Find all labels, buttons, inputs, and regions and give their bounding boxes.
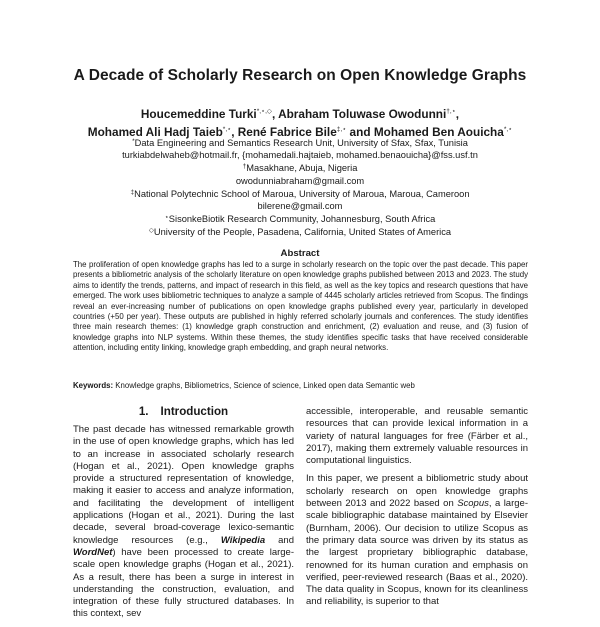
affiliation-line: ‡National Polytechnic School of Maroua, University of Maroua, Maroua, Cameroon <box>130 188 470 199</box>
affiliation-email: bilerene@gmail.com <box>257 201 343 212</box>
affiliation-email: turkiabdelwaheb@hotmail.fr, {mohamedali.hajtaieb, mohamed.benaouicha}@fss.usf.tn <box>122 150 478 161</box>
intro-paragraph: The past decade has witnessed remarkable growth in the use of open knowledge graphs, which has led to an increase in associated scholarly research (Hogan et al., 2021). Open knowledge graphs provide a structured representation of knowledge, making it easier to access and analyze information, and facilitating the development of intelligent applications (Hogan et al., 2021). During the last decade, several broad-coverage lexico-semantic knowledge resources (e.g., Wikipedia and WordNet) have been processed to create large-scale open knowledge graphs (Hogan et al., 2021). As a result, there has been a surge in interest in understanding the construction, evaluation, and integration of these fully structured databases. In this context, sev <box>73 424 294 620</box>
keywords-label: Keywords: <box>73 381 114 390</box>
intro-right-column <box>306 406 528 615</box>
affiliation-line: ⋆SisonkeBiotik Research Community, Johannesburg, South Africa <box>164 214 436 225</box>
affiliation-line: †Masakhane, Abuja, Nigeria <box>242 163 358 174</box>
intro-left-column <box>73 424 294 627</box>
author-3: Mohamed Ali Hadj Taieb*,⋆, <box>87 125 238 139</box>
author-5: Mohamed Ben Aouicha*,⋆ <box>373 125 513 139</box>
keywords <box>73 381 528 391</box>
intro-paragraph: In this paper, we present a bibliometric study about scholarly research on open knowledge graphs between 2013 and 2022 based on Scopus, a large-scale bibliographic database maintained by Elsevier (Burnham, 2006). Our decision to utilize Scopus as the primary data source was driven by its status as the largest proprietary bibliographic database, renowned for its human curation and emphasis on verified, peer-reviewed research (Baas et al., 2020). The data quality in Scopus, known for its cleanliness and reliability, is superior to that <box>306 473 528 608</box>
affiliation-list <box>0 136 600 239</box>
section-title: Introduction <box>160 405 229 418</box>
author-1: Houcemeddine Turki*,⋆,◇, <box>140 107 279 121</box>
section-heading <box>73 405 294 418</box>
abstract-heading: Abstract <box>280 248 320 259</box>
keywords-text: Knowledge graphs, Bibliometrics, Science of science, Linked open data Semantic web <box>115 381 415 390</box>
abstract-text: The proliferation of open knowledge graphs has led to a surge in scholarly research on the topic over the past decade. This paper presents a bibliometric analysis of the scholarly literature on open knowledge graphs published between 2013 and 2023. The study aims to identify the trends, patterns, and impact of research in this field, as well as the key topics and research questions that have emerged. The work uses bibliometric techniques to analyze a sample of 4445 scholarly articles retrieved from Scopus. The findings reveal an ever-increasing number of publications on open knowledge graphs published every year, particularly in developed countries (+50 per year). These outputs are published in highly referred scholarly journals and conferences. The study identifies three main research themes: (1) knowledge graph construction and enrichment, (2) evaluation and reuse, and (3) fusion of knowledge graphs into NLP systems. Within these themes, the study identifies specific tasks that have received considerable attention, including entity linking, knowledge graph embedding, and graph neural networks. <box>73 260 528 353</box>
intro-paragraph: accessible, interoperable, and reusable semantic resources that can provide lexical information in a variety of natural languages for free (Färber et al., 2017), making them extremely valuable resources in computational linguistics. <box>306 406 528 467</box>
paper-title: A Decade of Scholarly Research on Open Knowledge Graphs <box>73 67 527 84</box>
affiliation-line: *Data Engineering and Semantics Research Unit, University of Sfax, Sfax, Tunisia <box>132 138 468 148</box>
affiliation-email: owodunniabraham@gmail.com <box>235 175 365 186</box>
affiliation-line: ◇University of the People, Pasadena, California, United States of America <box>148 227 452 238</box>
author-2: Abraham Toluwase Owodunni†,⋆, <box>278 107 460 121</box>
author-4: René Fabrice Bile‡,⋆ and <box>237 125 374 139</box>
section-number: 1. <box>138 405 149 418</box>
author-list <box>0 104 600 140</box>
